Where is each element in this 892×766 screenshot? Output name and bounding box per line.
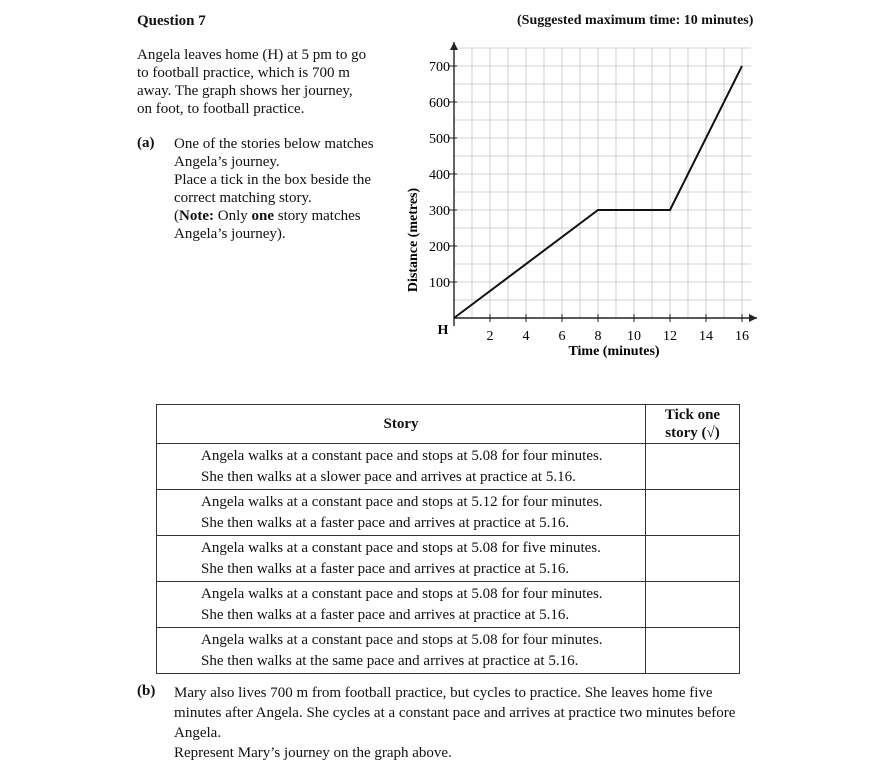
part-a-label: (a) (137, 135, 155, 151)
note-emphasis: one (251, 208, 274, 224)
part-a-instructions (174, 135, 404, 243)
story-cell: Angela walks at a constant pace and stops at 5.08 for four minutes. She then walks at the same pace and arrives at practice at 5.16. (157, 628, 646, 674)
part-b-line: Angela. (174, 725, 222, 741)
table-row (157, 628, 740, 674)
x-axis-label: Time (minutes) (568, 344, 660, 359)
tick-header: Tick one story (√) (646, 405, 740, 444)
y-tick-label: 400 (429, 168, 450, 183)
tick-box[interactable] (646, 536, 740, 582)
y-tick-label: 500 (429, 132, 450, 147)
intro-line: on foot, to football practice. (137, 101, 305, 117)
origin-label: H (437, 323, 449, 338)
part-a-line: One of the stories below matches (174, 136, 374, 152)
story-table (156, 404, 740, 674)
x-tick-label: 6 (558, 329, 566, 344)
table-header-row (157, 405, 740, 444)
y-tick-label: 700 (429, 60, 450, 75)
part-b-line: Mary also lives 700 m from football practice, but cycles to practice. She leaves home five (174, 685, 713, 701)
part-a-line: Angela’s journey). (174, 226, 286, 242)
note-keyword: Note: (179, 208, 214, 224)
story-cell: Angela walks at a constant pace and stops at 5.08 for four minutes. She then walks at a faster pace and arrives at practice at 5.16. (157, 582, 646, 628)
table-row (157, 490, 740, 536)
axes (449, 42, 757, 326)
part-a-note: (Note: Only one story matches (174, 208, 361, 224)
y-tick-label: 100 (429, 276, 450, 291)
story-header: Story (157, 405, 646, 444)
part-a-line: correct matching story. (174, 190, 312, 206)
tick-box[interactable] (646, 444, 740, 490)
part-b-line: minutes after Angela. She cycles at a constant pace and arrives at practice two minutes before (174, 705, 736, 721)
suggested-time-note: (Suggested maximum time: 10 minutes) (517, 13, 754, 28)
table-row (157, 536, 740, 582)
x-tick-label: 8 (594, 329, 602, 344)
table-row (157, 582, 740, 628)
part-b-instructions (174, 683, 774, 763)
part-b-line: Represent Mary’s journey on the graph above. (174, 745, 452, 761)
tick-box[interactable] (646, 490, 740, 536)
intro-line: to football practice, which is 700 m (137, 65, 350, 81)
y-tick-label: 300 (429, 204, 450, 219)
intro-line: Angela leaves home (H) at 5 pm to go (137, 47, 367, 63)
x-tick-label: 12 (663, 329, 677, 344)
table-row (157, 444, 740, 490)
story-cell: Angela walks at a constant pace and stops at 5.08 for four minutes. She then walks at a slower pace and arrives at practice at 5.16. (157, 444, 646, 490)
x-axis-arrow (749, 314, 757, 322)
x-tick-label: 16 (735, 329, 749, 344)
tick-box[interactable] (646, 582, 740, 628)
y-axis-arrow (450, 42, 458, 50)
tick-box[interactable] (646, 628, 740, 674)
x-tick-label: 4 (522, 329, 530, 344)
question-title: Question 7 (137, 13, 206, 29)
grid (454, 48, 751, 318)
x-tick-label: 14 (699, 329, 713, 344)
story-cell: Angela walks at a constant pace and stops at 5.08 for five minutes. She then walks at a faster pace and arrives at practice at 5.16. (157, 536, 646, 582)
y-tick-label: 600 (429, 96, 450, 111)
x-tick-label: 10 (627, 329, 641, 344)
part-a-line: Angela’s journey. (174, 154, 280, 170)
part-a-line: Place a tick in the box beside the (174, 172, 372, 188)
part-b-label: (b) (137, 683, 156, 699)
intro-paragraph (137, 46, 397, 118)
y-axis-label: Distance (metres) (406, 187, 421, 293)
distance-time-graph[interactable] (400, 40, 770, 370)
story-cell: Angela walks at a constant pace and stops at 5.12 for four minutes. She then walks at a faster pace and arrives at practice at 5.16. (157, 490, 646, 536)
x-tick-label: 2 (486, 329, 494, 344)
y-tick-label: 200 (429, 240, 450, 255)
intro-line: away. The graph shows her journey, (137, 83, 353, 99)
